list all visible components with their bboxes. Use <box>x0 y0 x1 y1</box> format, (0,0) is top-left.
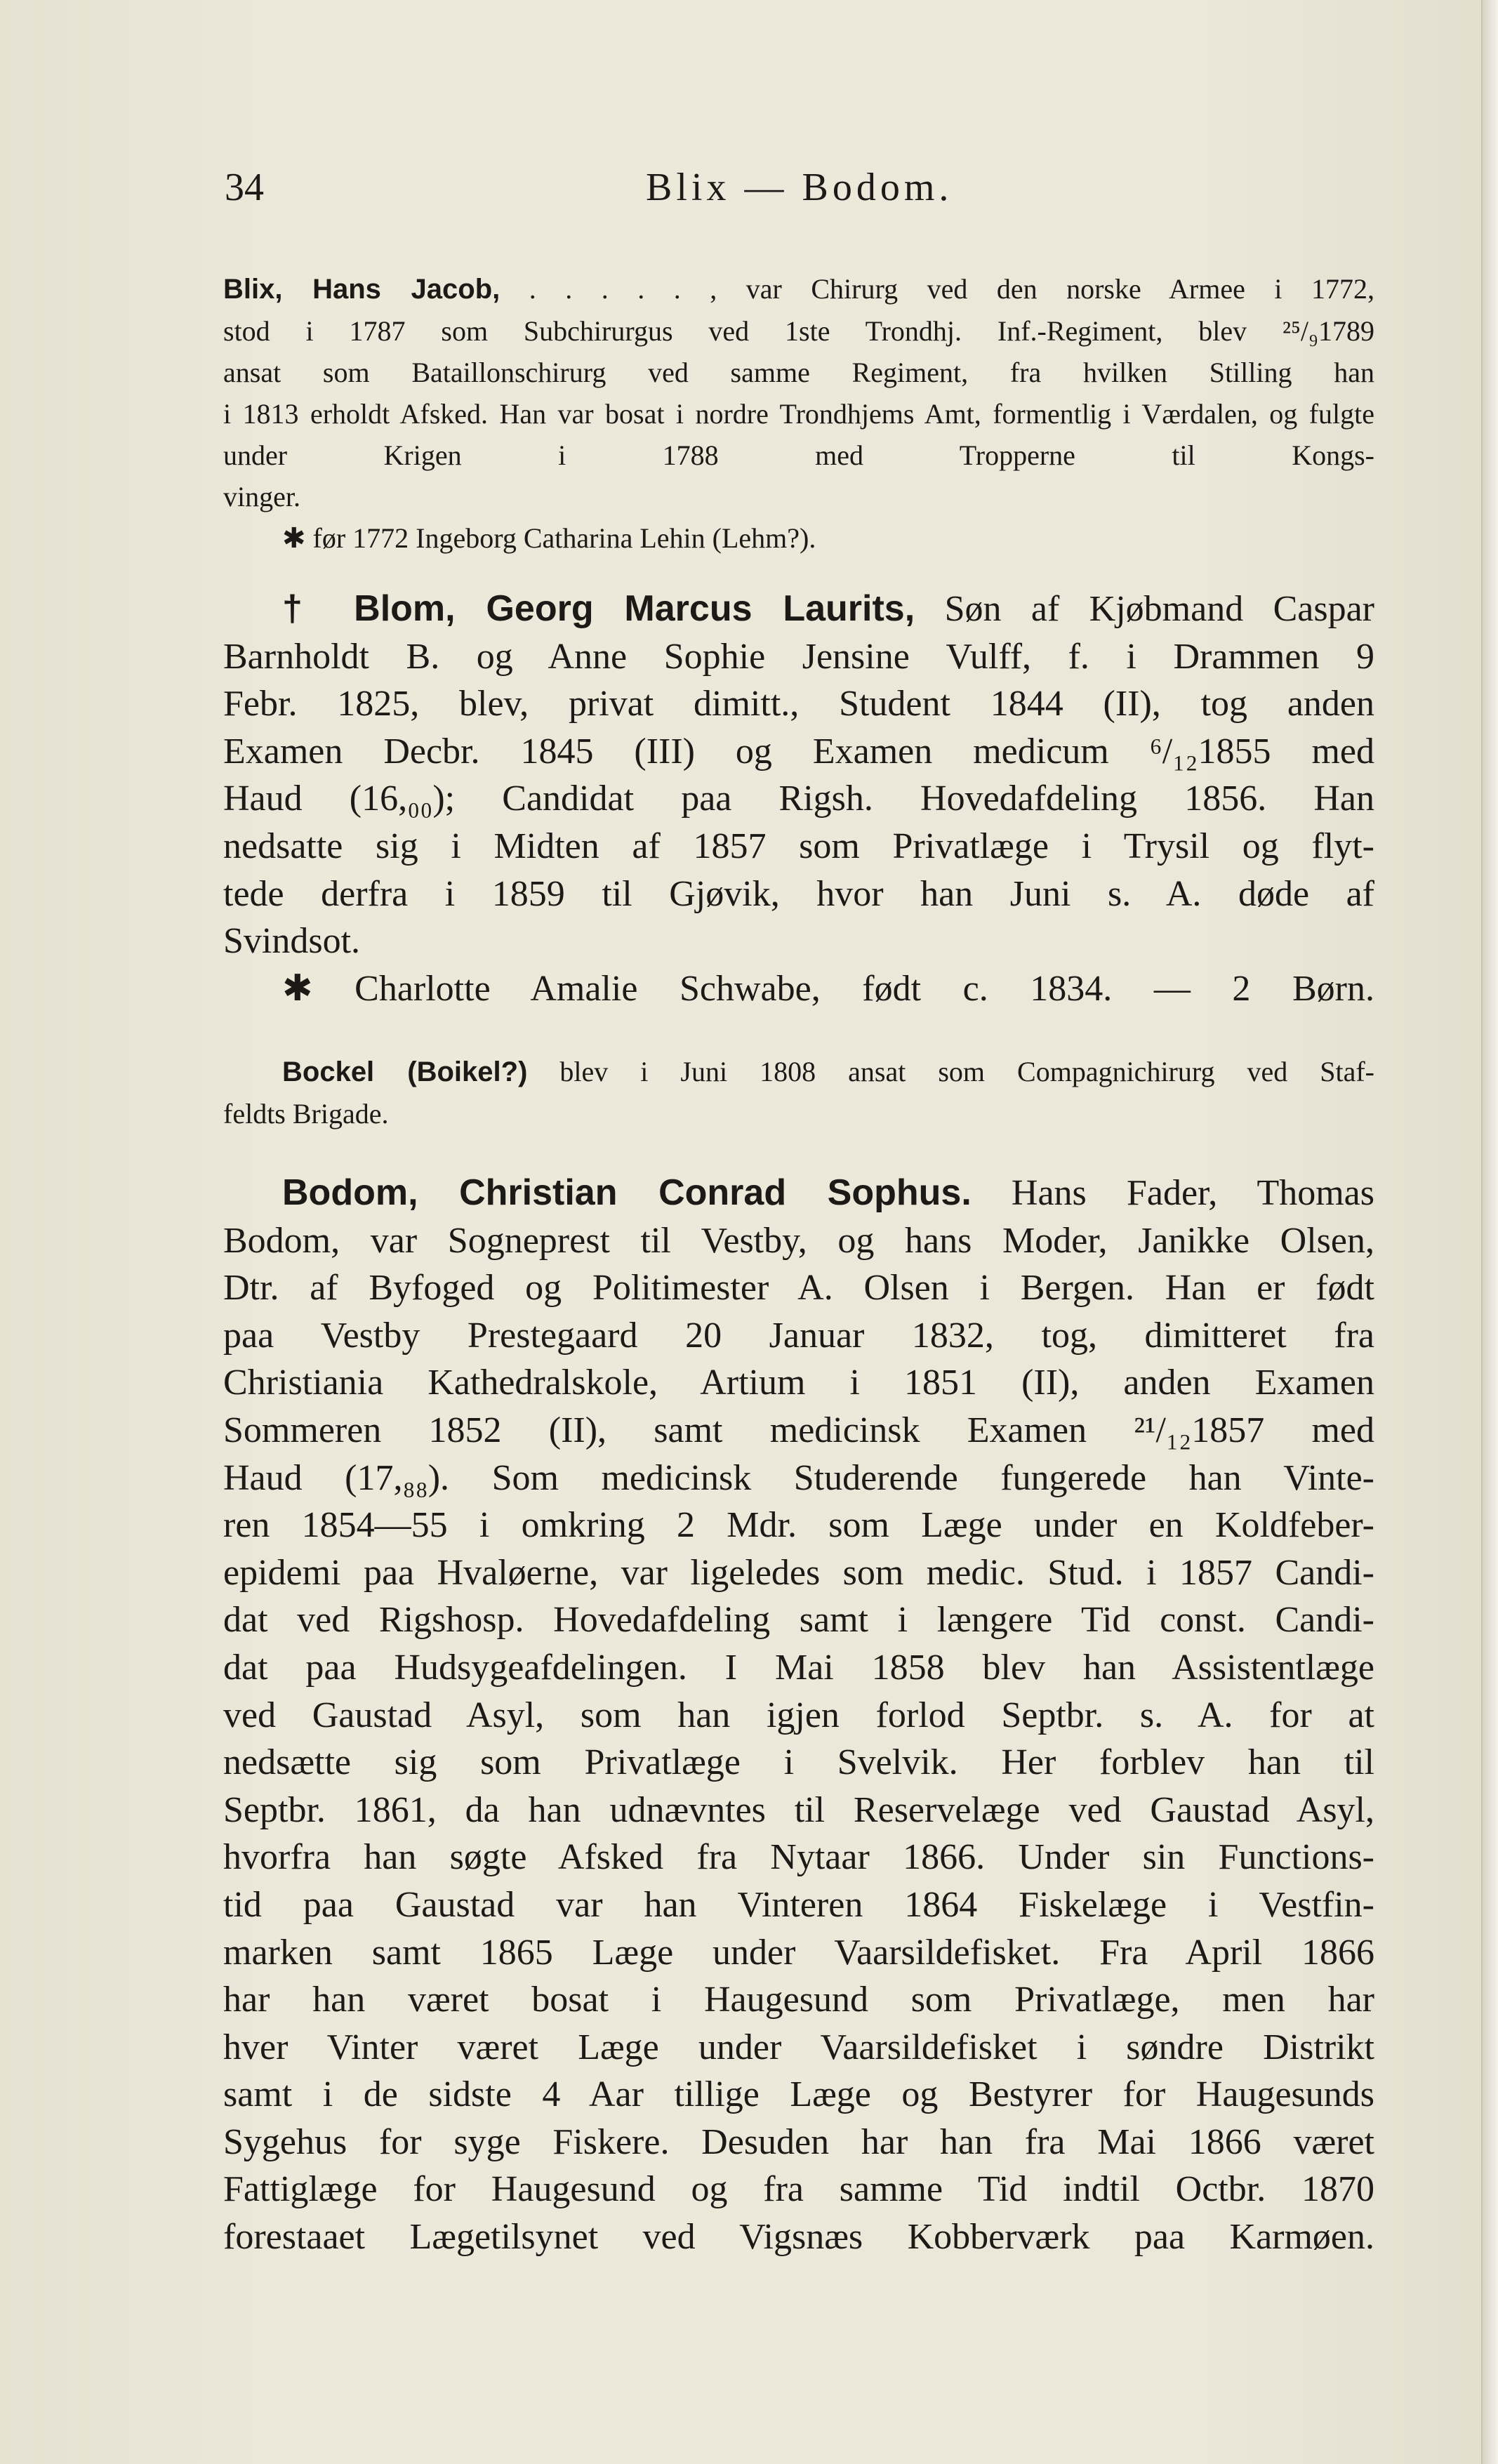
entry-line: i 1813 erholdt Afsked. Han var bosat i nordre Trondhjems Amt, formentlig i Værdalen, og fulgte under Krigen i 1788 med Tropperne til Kongs- <box>223 398 1374 471</box>
entry-line: Sommeren 1852 (II), samt medicinsk Examen ²¹/₁₂1857 med <box>223 1410 1374 1450</box>
entry-headline: Bodom, Christian Conrad Sophus. Hans Fader, Thomas <box>282 1172 1374 1213</box>
entry-headline: † Blom, Georg Marcus Laurits, Søn af Kjøbmand Caspar <box>282 588 1374 629</box>
entry-headword: Blix, Hans Jacob, <box>223 274 501 305</box>
entry-bodom <box>223 1170 1374 2261</box>
entry-line: ren 1854—55 i omkring 2 Mdr. som Læge under en Koldfeber- <box>223 1505 1374 1546</box>
entry-line: epidemi paa Hvaløerne, var ligeledes som medic. Stud. i 1857 Candi- <box>223 1552 1374 1593</box>
entry-line: Sygehus for syge Fiskere. Desuden har han fra Mai 1866 været <box>223 2121 1374 2162</box>
entry-line: tid paa Gaustad var han Vinteren 1864 Fiskelæge i Vestfin- <box>223 1884 1374 1925</box>
entry-line: dat ved Rigshosp. Hovedafdeling samt i længere Tid const. Candi- <box>223 1600 1374 1641</box>
entry-line: nedsætte sig som Privatlæge i Svelvik. Her forblev han til <box>223 1742 1374 1783</box>
page-edge <box>1481 0 1498 2464</box>
entry-line: marken samt 1865 Læge under Vaarsildefisket. Fra April 1866 <box>223 1932 1374 1973</box>
entry-line: tede derfra i 1859 til Gjøvik, hvor han Juni s. A. døde af <box>223 873 1374 914</box>
entry-spouse-line: ✱ før 1772 Ingeborg Catharina Lehin (Lehm?). <box>282 522 816 554</box>
entry-line: forestaaet Lægetilsynet ved Vigsnæs Kobberværk paa Karmøen. <box>223 2217 1374 2258</box>
entry-line: hver Vinter været Læge under Vaarsildefisket i søndre Distrikt <box>223 2027 1374 2067</box>
page-header <box>225 165 1376 221</box>
entry-line: Blix, Hans Jacob, . . . . . , var Chirurg ved den norske Armee i 1772, <box>223 273 1374 305</box>
entry-line: vinger. <box>223 481 300 512</box>
entry-line: paa Vestby Prestegaard 20 Januar 1832, tog, dimitteret fra <box>223 1315 1374 1356</box>
entry-line: Fattiglæge for Haugesund og fra samme Tid indtil Octbr. 1870 <box>223 2169 1374 2210</box>
entry-blom <box>223 585 1374 1012</box>
entry-bockel <box>223 1051 1374 1134</box>
entry-line: Febr. 1825, blev, privat dimitt., Student 1844 (II), tog anden <box>223 684 1374 724</box>
entry-line: samt i de sidste 4 Aar tillige Læge og Bestyrer for Haugesunds <box>223 2074 1374 2115</box>
entry-line: Christiania Kathedralskole, Artium i 1851 (II), anden Examen <box>223 1363 1374 1403</box>
entry-line: dat paa Hudsygeafdelingen. I Mai 1858 blev han Assistentlæge <box>223 1647 1374 1688</box>
entry-line: ansat som Bataillonschirurg ved samme Regiment, fra hvilken Stilling han <box>223 357 1374 388</box>
entry-headword: Bodom, Christian Conrad Sophus. <box>282 1172 972 1213</box>
entry-line: Haud (16,₀₀); Candidat paa Rigsh. Hovedafdeling 1856. Han <box>223 779 1374 819</box>
entry-line: ved Gaustad Asyl, som han igjen forlod Septbr. s. A. for at <box>223 1695 1374 1735</box>
entry-line: feldts Brigade. <box>223 1098 389 1130</box>
entry-headword: † Blom, Georg Marcus Laurits, <box>282 588 915 629</box>
entry-line: Barnholdt B. og Anne Sophie Jensine Vulff, f. i Drammen 9 <box>223 636 1374 677</box>
entry-line: Svindsot. <box>223 921 361 962</box>
entry-line: Septbr. 1861, da han udnævntes til Reservelæge ved Gaustad Asyl, <box>223 1789 1374 1830</box>
entry-line: har han været bosat i Haugesund som Privatlæge, men har <box>223 1980 1374 2020</box>
entry-line: Examen Decbr. 1845 (III) og Examen medicum ⁶/₁₂1855 med <box>223 731 1374 771</box>
entry-spouse-line: ✱ Charlotte Amalie Schwabe, født c. 1834. — 2 Børn. <box>282 968 1374 1009</box>
entry-blix <box>223 268 1374 559</box>
entry-line: Dtr. af Byfoged og Politimester A. Olsen i Bergen. Han er født <box>223 1268 1374 1309</box>
entry-line: Bodom, var Sogneprest til Vestby, og hans Moder, Janikke Olsen, <box>223 1220 1374 1261</box>
entry-line: hvorfra han søgte Afsked fra Nytaar 1866. Under sin Functions- <box>223 1837 1374 1878</box>
entry-line: Haud (17,₈₈). Som medicinsk Studerende fungerede han Vinte- <box>223 1457 1374 1498</box>
entry-line: nedsatte sig i Midten af 1857 som Privatlæge i Trysil og flyt- <box>223 826 1374 866</box>
running-head: Blix — Bodom. <box>646 166 953 209</box>
page-number: 34 <box>225 166 264 209</box>
entry-headword: Bockel (Boikel?) <box>282 1057 528 1087</box>
entry-line: Bockel (Boikel?) blev i Juni 1808 ansat som Compagnichirurg ved Staf- <box>282 1056 1375 1087</box>
entry-line: stod i 1787 som Subchirurgus ved 1ste Trondhj. Inf.-Regiment, blev ²⁵/₉1789 <box>223 315 1374 347</box>
